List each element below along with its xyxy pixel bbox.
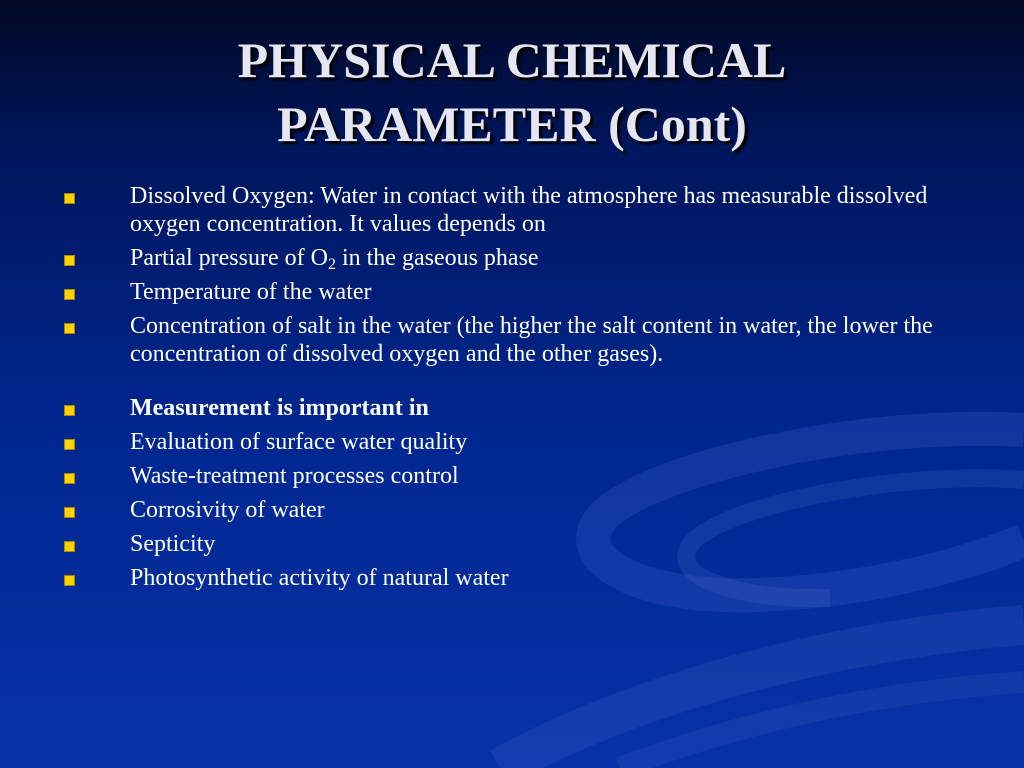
square-bullet-icon xyxy=(64,439,75,450)
square-bullet-icon xyxy=(64,541,75,552)
bullet-text: Corrosivity of water xyxy=(130,497,325,523)
bullet-text: Photosynthetic activity of natural water xyxy=(130,565,509,591)
square-bullet-icon xyxy=(64,323,75,334)
bullet-item-corrosivity xyxy=(62,496,962,524)
bullet-text: Temperature of the water xyxy=(130,279,372,305)
bullet-item-dissolved-oxygen xyxy=(62,182,962,238)
bullet-text: Measurement is important in xyxy=(130,395,429,421)
square-bullet-icon xyxy=(64,405,75,416)
bullet-text: Partial pressure of O xyxy=(130,245,328,271)
square-bullet-icon xyxy=(64,289,75,300)
bullet-item-septicity xyxy=(62,530,962,558)
square-bullet-icon xyxy=(64,193,75,204)
bullet-subscript: 2 xyxy=(327,256,336,273)
bullet-item-waste-treatment xyxy=(62,462,962,490)
slide-title xyxy=(0,28,1024,156)
square-bullet-icon xyxy=(64,575,75,586)
slide-title-line-1: PHYSICAL CHEMICAL xyxy=(237,32,787,88)
bullet-item-photosynthetic-activity xyxy=(62,564,962,592)
bullet-text-continued: in the gaseous phase xyxy=(335,245,539,271)
square-bullet-icon xyxy=(64,507,75,518)
slide-title-line-2: PARAMETER (Cont) xyxy=(277,96,747,152)
bullet-text: Septicity xyxy=(130,531,216,557)
bullet-item-salt-concentration xyxy=(62,312,962,368)
bullet-list xyxy=(62,182,962,598)
bullet-item-partial-pressure xyxy=(62,244,962,272)
bullet-item-measurement-heading xyxy=(62,394,962,422)
square-bullet-icon xyxy=(64,255,75,266)
bullet-text: Evaluation of surface water quality xyxy=(130,429,468,455)
bullet-text: Waste-treatment processes control xyxy=(130,463,459,489)
bullet-text: Concentration of salt in the water (the higher the salt content in water, the lower the concentration of dissolved oxygen and the other gases). xyxy=(130,313,933,367)
square-bullet-icon xyxy=(64,473,75,484)
bullet-item-surface-water-quality xyxy=(62,428,962,456)
bullet-text: Dissolved Oxygen: Water in contact with the atmosphere has measurable dissolved oxygen concentration. It values depends on xyxy=(130,183,928,237)
bullet-item-temperature xyxy=(62,278,962,306)
